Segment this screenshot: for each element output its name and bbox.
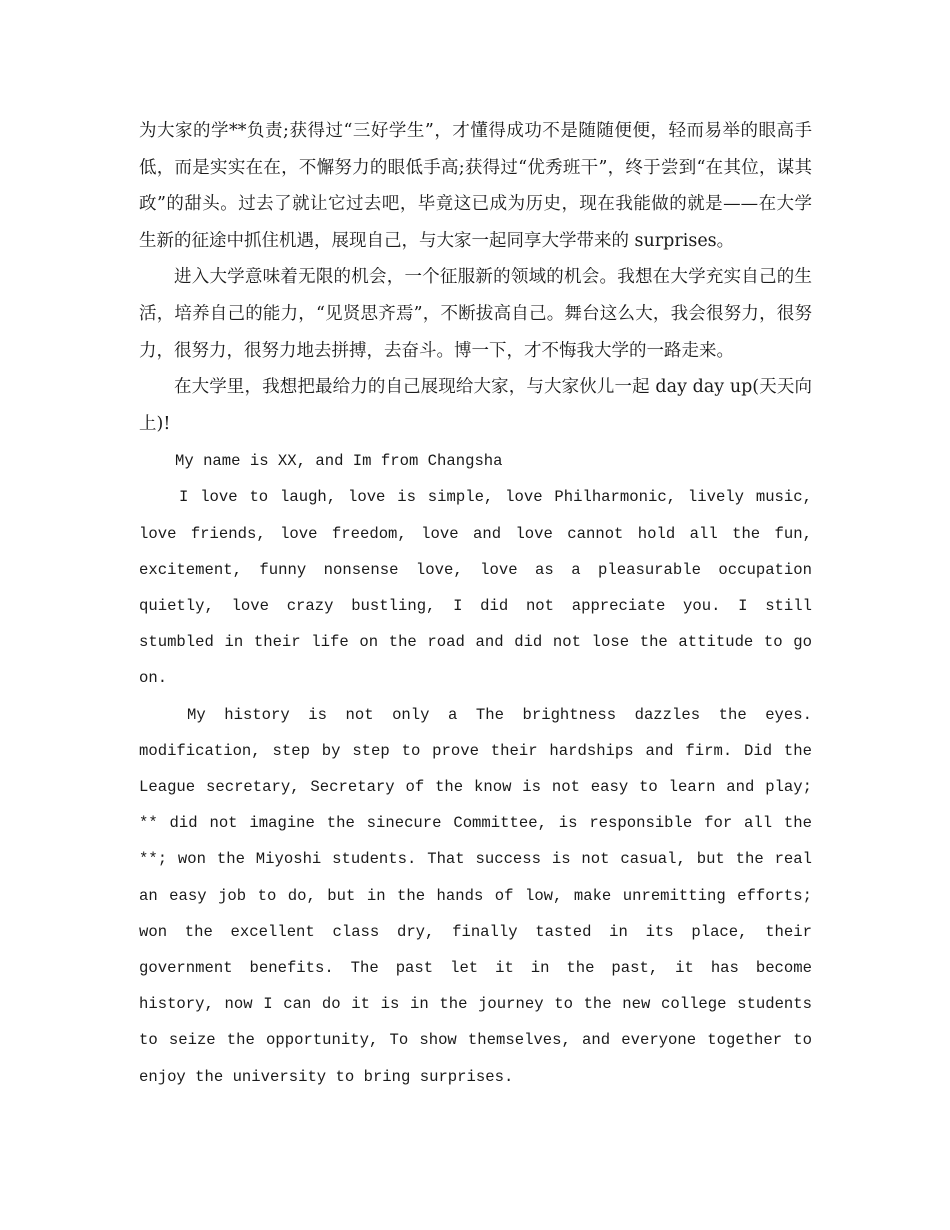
paragraph-university-opportunity-cn: 进入大学意味着无限的机会，一个征服新的领域的机会。我想在大学充实自己的生活，培养自己的能力，“见贤思齐焉”，不断拔高自己。舞台这么大，我会很努力，很努力，很努力，很努力地去拼搏，去奋斗。博一下，才不悔我大学的一路走来。 [139,267,812,361]
paragraph-name-intro-en: My name is XX, and Im from Changsha [175,452,503,471]
paragraph-love-en: I love to laugh, love is simple, love Philharmonic, lively music, love friends, love freedom, love and love cannot hold all the fun, excitement, funny nonsense love, love as a pleasurable occupation quietly, love crazy bustling, I did not appreciate you. I still stumbled in their life on the road and did not lose the attitude to go on. [139,488,812,688]
paragraph-achievements-cn: 为大家的学**负责;获得过“三好学生”，才懂得成功不是随随便便，轻而易举的眼高手低，而是实实在在，不懈努力的眼低手高;获得过“优秀班干”，终于尝到“在其位，谋其政”的甜头。过去了就让它过去吧，毕竟这已成为历史，现在我能做的就是——在大学生新的征途中抓住机遇，展现自己，与大家一起同享大学带来的 surprises。 [139,121,812,251]
document-body [139,113,812,1095]
paragraph-history-en: My history is not only a The brightness dazzles the eyes. modification, step by step to prove their hardships and firm. Did the League secretary, Secretary of the know is not easy to learn and play; ** did not imagine the sinecure Committee, is responsible for all the **; won the Miyoshi students. That success is not casual, but the real an easy job to do, but in the hands of low, make unremitting efforts; won the excellent class dry, finally tasted in its place, their government benefits. The past let it in the past, it has become history, now I can do it is in the journey to the new college students to seize the opportunity, To show themselves, and everyone together to enjoy the university to bring surprises. [139,705,812,1086]
paragraph-day-day-up-cn: 在大学里，我想把最给力的自己展现给大家，与大家伙儿一起 day day up(天天向上)! [139,377,812,434]
